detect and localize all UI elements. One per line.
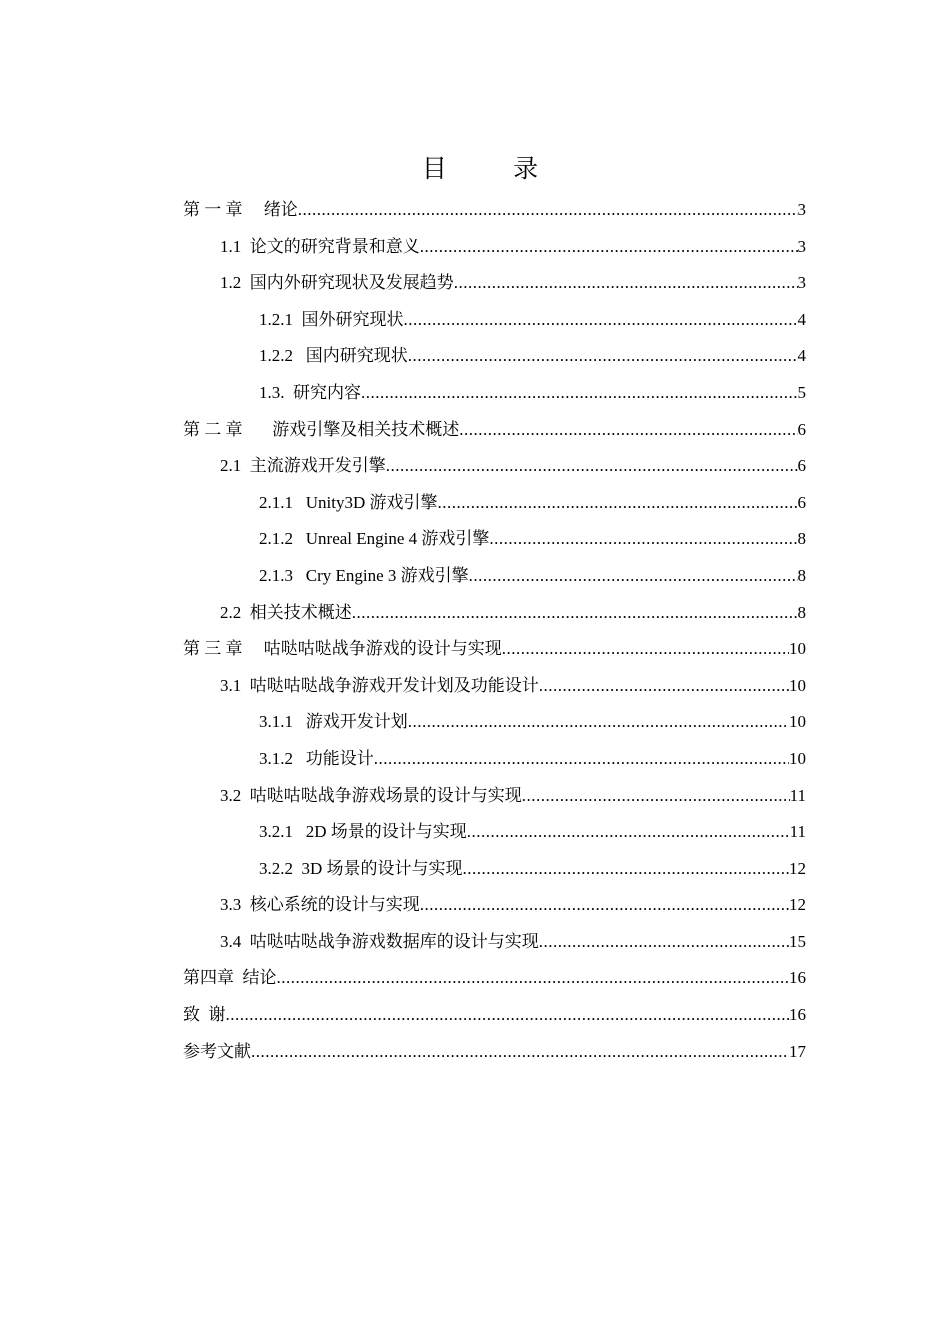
toc-entry[interactable] [183, 887, 806, 924]
toc-dot-leader [408, 338, 798, 375]
toc-dot-leader [489, 521, 797, 558]
toc-entry-page-number: 5 [797, 382, 806, 402]
toc-entry-label: 第 三 章 咕哒咕哒战争游戏的设计与实现 [183, 639, 502, 659]
toc-entry-label: 第四章 结论 [183, 968, 277, 988]
toc-entry[interactable] [183, 302, 806, 339]
toc-entry-label: 1.2.1 国外研究现状 [259, 309, 404, 329]
toc-entry-label: 参考文献 [183, 1041, 251, 1061]
toc-title: 目 录 [421, 156, 569, 183]
toc-dot-leader [502, 631, 789, 668]
toc-entry[interactable] [183, 778, 806, 815]
toc-dot-leader [438, 485, 798, 522]
toc-entry[interactable] [183, 558, 806, 595]
toc-entry[interactable] [183, 595, 806, 632]
toc-entry-label: 3.4 咕哒咕哒战争游戏数据库的设计与实现 [220, 931, 539, 951]
toc-entry-page-number: 8 [797, 529, 806, 549]
toc-entry-label: 2.1.1 Unity3D 游戏引擎 [259, 492, 438, 512]
toc-entry-page-number: 4 [797, 309, 806, 329]
toc-entry-page-number: 16 [789, 968, 806, 988]
toc-entry[interactable] [183, 704, 806, 741]
toc-entry-page-number: 10 [789, 748, 806, 768]
toc-entry-label: 3.3 核心系统的设计与实现 [220, 895, 420, 915]
toc-dot-leader [539, 668, 789, 705]
toc-entry[interactable] [183, 485, 806, 522]
toc-entry-label: 2.2 相关技术概述 [220, 602, 352, 622]
toc-entry-page-number: 3 [797, 200, 806, 219]
toc-entry-page-number: 8 [797, 565, 806, 585]
toc-entry-label: 1.2 国内外研究现状及发展趋势 [220, 273, 454, 293]
toc-entry-page-number: 4 [797, 346, 806, 366]
toc-dot-leader [374, 741, 789, 778]
toc-entry-label: 第 二 章 游戏引擎及相关技术概述 [183, 419, 460, 439]
toc-dot-leader [404, 302, 798, 339]
toc-dot-leader [454, 265, 798, 302]
toc-dot-leader [420, 887, 789, 924]
toc-dot-leader [420, 229, 798, 266]
toc-entry-page-number: 10 [789, 639, 806, 659]
toc-entry-label: 第 一 章 绪论 [183, 200, 298, 219]
toc-dot-leader [408, 704, 789, 741]
toc-entry[interactable] [183, 338, 806, 375]
toc-entry-label: 2.1.2 Unreal Engine 4 游戏引擎 [259, 529, 490, 549]
toc-entry-label: 3.2.2 3D 场景的设计与实现 [259, 858, 463, 878]
toc-dot-leader [386, 448, 798, 485]
toc-entry[interactable] [183, 668, 806, 705]
toc-entry-page-number: 3 [797, 273, 806, 293]
toc-entry[interactable] [183, 997, 806, 1034]
toc-entry-page-number: 8 [797, 602, 806, 622]
toc-dot-leader [463, 851, 789, 888]
toc-entry-page-number: 17 [789, 1041, 806, 1061]
toc-entry[interactable] [183, 960, 806, 997]
toc-entry[interactable] [183, 265, 806, 302]
toc-entry-label: 2.1 主流游戏开发引擎 [220, 456, 386, 476]
toc-entry[interactable] [183, 192, 806, 229]
toc-entry[interactable] [183, 924, 806, 961]
toc-dot-leader [539, 924, 789, 961]
toc-entry[interactable] [183, 741, 806, 778]
toc-entry-page-number: 11 [789, 785, 806, 805]
toc-entry-page-number: 10 [789, 675, 806, 695]
toc-entry[interactable] [183, 375, 806, 412]
toc-entry-label: 1.1 论文的研究背景和意义 [220, 236, 420, 256]
toc-entry-page-number: 12 [789, 858, 806, 878]
toc-entry-page-number: 11 [789, 822, 806, 842]
toc-entry[interactable] [183, 229, 806, 266]
toc-dot-leader [361, 375, 798, 412]
toc-dot-leader [469, 558, 798, 595]
toc-entry[interactable] [183, 631, 806, 668]
toc-entry-page-number: 6 [797, 456, 806, 476]
toc-entry-label: 3.1 咕哒咕哒战争游戏开发计划及功能设计 [220, 675, 539, 695]
toc-dot-leader [298, 192, 798, 229]
toc-entry[interactable] [183, 814, 806, 851]
toc-dot-leader [522, 778, 790, 815]
toc-entry-page-number: 12 [789, 895, 806, 915]
toc-entry-label: 2.1.3 Cry Engine 3 游戏引擎 [259, 565, 469, 585]
toc-entry[interactable] [183, 412, 806, 449]
toc-entry-page-number: 6 [797, 492, 806, 512]
toc-entry-label: 3.1.2 功能设计 [259, 748, 374, 768]
toc-dot-leader [459, 412, 797, 449]
toc-entry-label: 致 谢 [183, 1005, 226, 1025]
toc-entry[interactable] [183, 448, 806, 485]
toc-entry-page-number: 16 [789, 1005, 806, 1025]
toc-dot-leader [226, 997, 790, 1034]
toc-entry-label: 1.3. 研究内容 [259, 382, 361, 402]
table-of-contents [183, 192, 806, 1070]
toc-entry-label: 3.2 咕哒咕哒战争游戏场景的设计与实现 [220, 785, 522, 805]
toc-entry-page-number: 6 [797, 419, 806, 439]
toc-dot-leader [352, 595, 798, 632]
toc-entry[interactable] [183, 521, 806, 558]
toc-dot-leader [251, 1034, 789, 1071]
toc-entry-label: 3.1.1 游戏开发计划 [259, 712, 408, 732]
toc-dot-leader [277, 960, 790, 997]
toc-entry-label: 3.2.1 2D 场景的设计与实现 [259, 822, 467, 842]
toc-entry-page-number: 3 [797, 236, 806, 256]
toc-entry[interactable] [183, 851, 806, 888]
toc-entry-label: 1.2.2 国内研究现状 [259, 346, 408, 366]
toc-entry-page-number: 10 [789, 712, 806, 732]
toc-entry[interactable] [183, 1034, 806, 1071]
toc-entry-page-number: 15 [789, 931, 806, 951]
toc-dot-leader [467, 814, 790, 851]
